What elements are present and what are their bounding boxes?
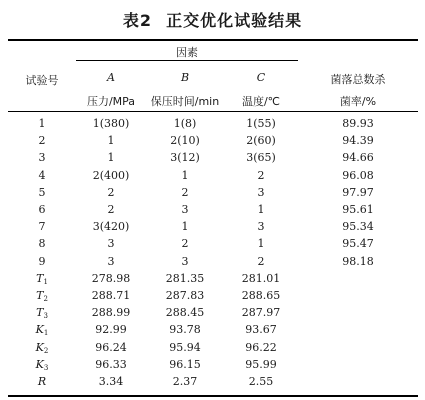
factor-group-header: 因素 [176, 46, 198, 59]
table-cell-c: 3 [257, 185, 265, 199]
factor-c-unit: 温度/℃ [241, 95, 281, 108]
result-header-line2: 菌率/% [339, 95, 377, 108]
factor-b-letter: B [180, 71, 190, 84]
table-cell-a: 3 [107, 254, 115, 268]
factor-a-unit: 压力/MPa [86, 95, 136, 108]
table-cell-c: 3 [257, 220, 265, 234]
table-cell-r: 95.47 [342, 237, 374, 251]
factor-b-unit: 保压时间/min [150, 95, 220, 108]
table-cell-r: 98.18 [342, 254, 374, 268]
table-cell-a: 3(420) [92, 220, 130, 234]
table-cell-a: 1 [107, 151, 115, 165]
table-cell-c: 96.22 [245, 340, 277, 354]
row-label-text: 8 [38, 237, 46, 251]
row-label [8, 341, 76, 355]
table-cell-c: 281.01 [241, 271, 281, 285]
top-rule [8, 39, 418, 41]
table-cell-b: 2 [181, 237, 189, 251]
row-label-header: 试验号 [25, 74, 59, 87]
table-cell-c: 1 [257, 203, 265, 216]
table-cell-c: 1 [257, 237, 265, 251]
row-label-subscript: 3 [43, 363, 49, 372]
row-label [8, 117, 76, 130]
row-label-text: T [36, 289, 44, 302]
table-cell-r: 96.08 [342, 168, 374, 182]
row-label [8, 134, 76, 147]
table-number: 表2 [122, 11, 153, 30]
factor-c-letter: C [256, 71, 266, 84]
row-label [8, 169, 76, 182]
table-caption: 正交优化试验结果 [166, 11, 303, 30]
row-label-text: 1 [38, 117, 46, 130]
row-label [8, 375, 76, 388]
row-label-text: 9 [38, 254, 46, 268]
table-cell-a: 1(380) [92, 117, 130, 130]
row-label-subscript: 2 [43, 346, 49, 355]
table-cell-b: 1 [181, 168, 189, 182]
table-cell-c: 95.99 [245, 357, 277, 371]
group-rule [76, 60, 298, 61]
row-label-text: T [36, 271, 44, 285]
table-cell-b: 1 [181, 220, 189, 234]
table-cell-a: 2 [107, 203, 115, 216]
table-cell-b: 2.37 [172, 375, 198, 388]
table-cell-r: 94.39 [342, 134, 374, 148]
table-cell-a: 288.99 [91, 306, 131, 320]
row-label-text: 2 [38, 134, 46, 148]
table-cell-b: 3 [181, 254, 189, 268]
table-cell-c: 2.55 [248, 375, 274, 388]
row-label-text: K [35, 323, 44, 337]
row-label [8, 151, 76, 164]
header-rule [8, 111, 418, 112]
table-cell-b: 96.15 [169, 357, 201, 371]
row-label-text: 7 [38, 220, 46, 234]
table-cell-b: 2(10) [170, 134, 200, 148]
table-cell-a: 2(400) [92, 168, 130, 182]
row-label [8, 323, 76, 337]
table-cell-c: 288.65 [241, 289, 281, 302]
table-cell-c: 3(65) [246, 151, 276, 165]
table-cell-a: 2 [107, 185, 115, 199]
table-cell-a: 1 [107, 134, 115, 148]
table-cell-b: 288.45 [165, 306, 205, 320]
table-cell-b: 95.94 [169, 340, 201, 354]
table-cell-r: 94.66 [342, 151, 374, 165]
bottom-rule [8, 395, 418, 397]
table-cell-c: 2(60) [246, 134, 276, 148]
table-cell-c: 287.97 [241, 306, 281, 320]
table-cell-a: 3.34 [98, 375, 124, 388]
row-label-text: K [35, 357, 44, 371]
row-label [8, 220, 76, 233]
table-cell-c: 1(55) [246, 117, 276, 130]
row-label [8, 358, 76, 372]
table-title [0, 8, 425, 31]
table-cell-c: 2 [257, 168, 265, 182]
row-label [8, 255, 76, 268]
table-cell-a: 92.99 [95, 323, 127, 337]
row-label-text: 5 [38, 185, 46, 199]
table-cell-a: 288.71 [91, 289, 131, 302]
row-label [8, 272, 76, 286]
row-label [8, 306, 76, 320]
row-label-text: T [36, 306, 44, 320]
table-cell-b: 287.83 [165, 289, 205, 302]
table-cell-b: 93.78 [169, 323, 201, 337]
row-label [8, 186, 76, 199]
row-label-text: K [35, 340, 44, 354]
table-cell-a: 3 [107, 237, 115, 251]
table-cell-b: 281.35 [165, 271, 205, 285]
row-label-subscript: 1 [43, 329, 49, 338]
row-label-subscript: 1 [43, 277, 48, 286]
table-cell-b: 1(8) [173, 117, 197, 130]
table-cell-a: 96.24 [95, 340, 127, 354]
row-label-text: R [37, 375, 47, 388]
table-cell-c: 93.67 [245, 323, 277, 337]
table-cell-b: 2 [181, 185, 189, 199]
row-label [8, 237, 76, 250]
row-label [8, 289, 76, 303]
table-cell-b: 3 [181, 203, 189, 216]
table-cell-c: 2 [257, 254, 265, 268]
row-label [8, 203, 76, 216]
table-cell-r: 97.97 [342, 185, 374, 199]
row-label-subscript: 2 [43, 295, 48, 303]
table-cell-r: 89.93 [342, 117, 374, 130]
row-label-text: 3 [38, 151, 46, 165]
table-cell-r: 95.34 [342, 220, 374, 234]
row-label-text: 6 [38, 203, 46, 216]
row-label-subscript: 3 [43, 312, 48, 321]
row-label-text: 4 [38, 168, 46, 182]
table-cell-r: 95.61 [342, 203, 374, 216]
factor-a-letter: A [107, 71, 115, 84]
table-cell-b: 3(12) [170, 151, 200, 165]
result-header-line1: 菌落总数杀 [330, 73, 386, 86]
table-cell-a: 278.98 [91, 271, 131, 285]
table-cell-a: 96.33 [95, 357, 127, 371]
